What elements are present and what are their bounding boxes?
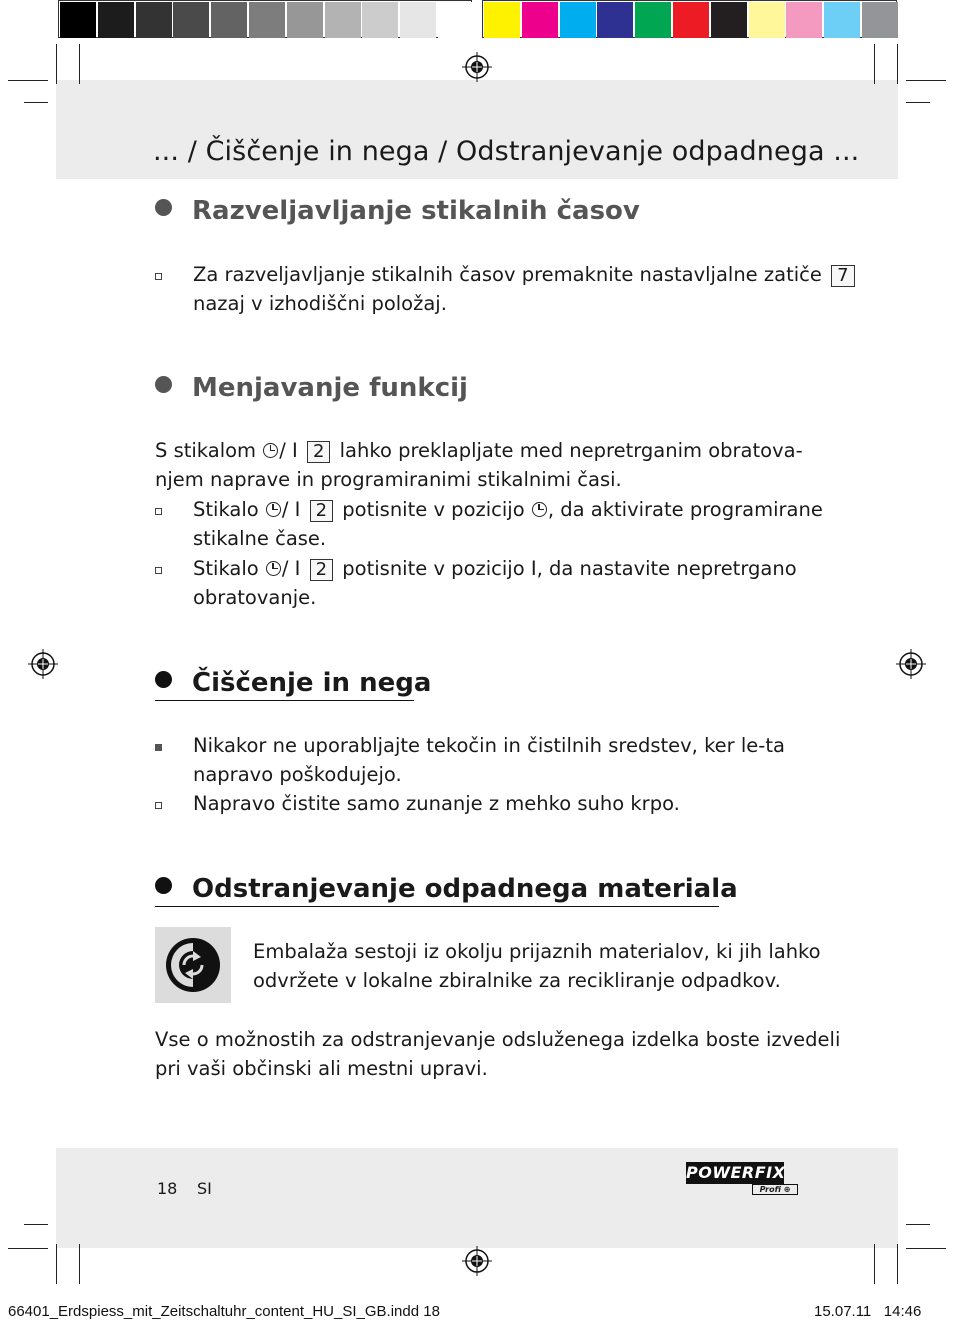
color-swatch xyxy=(325,2,361,38)
heading-bullet-icon xyxy=(155,376,172,393)
heading-text: Odstranjevanje odpadnega materiala xyxy=(192,874,738,904)
crop-mark xyxy=(874,44,875,84)
list-bullet-icon xyxy=(155,567,162,574)
color-swatch xyxy=(522,2,558,38)
part-ref-2: 2 xyxy=(310,559,333,581)
timer-clock-icon xyxy=(532,502,547,517)
heading-bullet-icon xyxy=(155,199,172,216)
color-swatch xyxy=(749,2,785,38)
crop-mark xyxy=(8,80,48,81)
color-swatch xyxy=(635,2,671,38)
heading-change-function xyxy=(155,373,468,403)
timer-clock-icon xyxy=(266,561,281,576)
text: potisnite v pozicijo I, da nastavite nepretrgano xyxy=(342,557,797,580)
text: / I xyxy=(279,439,298,462)
heading-text: Menjavanje funkcij xyxy=(192,373,468,403)
cleaning-item1-line1: Nikakor ne uporabljajte tekočin in čistilnih sredstev, ker le-ta xyxy=(193,734,785,757)
print-date: 15.07.11 xyxy=(814,1303,872,1320)
color-swatch xyxy=(287,2,323,38)
reset-instruction-line1 xyxy=(193,260,858,290)
text: , da aktivirate programirane xyxy=(547,498,823,521)
cleaning-item2: Napravo čistite samo zunanje z mehko suho krpo. xyxy=(193,792,680,815)
color-swatch xyxy=(60,2,96,38)
crop-mark xyxy=(79,1244,80,1284)
text: / I xyxy=(281,557,301,580)
heading-bullet-icon xyxy=(155,671,172,688)
color-swatch xyxy=(711,2,747,38)
part-ref-7: 7 xyxy=(831,265,854,287)
part-ref-2: 2 xyxy=(307,441,330,463)
crop-mark xyxy=(906,80,946,81)
page-title: ... / Čiščenje in nega / Odstranjevanje odpadnega ... xyxy=(153,136,860,167)
crop-mark xyxy=(874,1244,875,1284)
powerfix-logo xyxy=(686,1162,798,1196)
heading-bullet-icon xyxy=(155,877,172,894)
color-swatch xyxy=(824,2,860,38)
timer-clock-icon xyxy=(263,443,278,458)
heading-reset-times xyxy=(155,196,640,226)
disposal-note-line2: pri vaši občinski ali mestni upravi. xyxy=(155,1057,488,1080)
registration-mark-icon xyxy=(28,649,58,679)
text: / I xyxy=(281,498,301,521)
function-intro-line2: njem naprave in programiranimi stikalnimi časi. xyxy=(155,468,622,491)
text: S stikalom xyxy=(155,439,257,462)
cleaning-item1-line2: napravo poškodujejo. xyxy=(193,763,402,786)
crop-mark xyxy=(906,1248,946,1249)
function-item2-line2: obratovanje. xyxy=(193,586,317,609)
color-swatch xyxy=(362,2,398,38)
logo-sub-text: Profi xyxy=(759,1185,781,1194)
page-number: 18 xyxy=(157,1179,178,1198)
green-dot-recycle-icon xyxy=(155,927,231,1003)
crop-mark xyxy=(24,102,48,103)
list-bullet-icon xyxy=(155,508,162,515)
timer-clock-icon xyxy=(266,502,281,517)
crop-mark xyxy=(24,1224,48,1225)
function-item2-line1 xyxy=(193,554,797,584)
print-time: 14:46 xyxy=(883,1303,922,1320)
logo-wordmark: POWERFIX xyxy=(686,1163,786,1182)
crop-mark xyxy=(906,102,930,103)
text: Stikalo xyxy=(193,557,259,580)
crop-mark xyxy=(56,44,57,84)
crop-mark xyxy=(897,1244,898,1284)
color-swatch xyxy=(484,2,520,38)
color-swatch xyxy=(862,2,898,38)
text: Stikalo xyxy=(193,498,259,521)
function-item1-line1 xyxy=(193,495,823,525)
color-swatch xyxy=(597,2,633,38)
color-bar-gray xyxy=(60,2,476,38)
color-swatch xyxy=(98,2,134,38)
logo-sub: Profi ⊕ xyxy=(752,1184,798,1195)
file-info: 66401_Erdspiess_mit_Zeitschaltuhr_content_HU_SI_GB.indd 18 xyxy=(8,1303,440,1320)
crop-mark xyxy=(897,44,898,84)
registration-mark-icon xyxy=(462,1246,492,1276)
registration-mark-icon xyxy=(896,649,926,679)
color-swatch xyxy=(400,2,436,38)
color-swatch xyxy=(173,2,209,38)
language-code: SI xyxy=(197,1179,212,1198)
disposal-note-line1: Vse o možnostih za odstranjevanje odsluženega izdelka boste izvedeli xyxy=(155,1028,841,1051)
heading-text: Razveljavljanje stikalnih časov xyxy=(192,196,640,226)
part-ref-2: 2 xyxy=(310,500,333,522)
heading-disposal xyxy=(155,874,738,907)
color-swatch xyxy=(438,2,474,38)
color-swatch xyxy=(136,2,172,38)
crop-mark xyxy=(8,1248,48,1249)
color-swatch xyxy=(560,2,596,38)
color-swatch xyxy=(249,2,285,38)
print-timestamp xyxy=(814,1303,921,1320)
crop-mark xyxy=(79,44,80,84)
registration-mark-icon xyxy=(462,52,492,82)
packaging-line2: odvržete v lokalne zbiralnike za recikliranje odpadkov. xyxy=(253,969,781,992)
function-intro-line1 xyxy=(155,436,803,466)
packaging-line1: Embalaža sestoji iz okolju prijaznih materialov, ki jih lahko xyxy=(253,940,821,963)
text: Za razveljavljanje stikalnih časov premaknite nastavljalne zatiče xyxy=(193,263,822,286)
list-bullet-icon xyxy=(155,802,162,809)
color-swatch xyxy=(211,2,247,38)
color-swatch xyxy=(673,2,709,38)
reset-instruction-line2: nazaj v izhodiščni položaj. xyxy=(193,292,447,315)
function-item1-line2: stikalne čase. xyxy=(193,527,327,550)
list-bullet-icon xyxy=(155,273,162,280)
color-swatch xyxy=(786,2,822,38)
text: potisnite v pozicijo xyxy=(342,498,525,521)
crop-mark xyxy=(906,1224,930,1225)
heading-cleaning xyxy=(155,668,432,701)
text: lahko preklapljate med nepretrganim obratova- xyxy=(339,439,803,462)
crop-mark xyxy=(56,1244,57,1284)
heading-text: Čiščenje in nega xyxy=(192,668,432,698)
color-bar-color xyxy=(484,2,900,38)
list-bullet-filled-icon xyxy=(155,744,162,751)
